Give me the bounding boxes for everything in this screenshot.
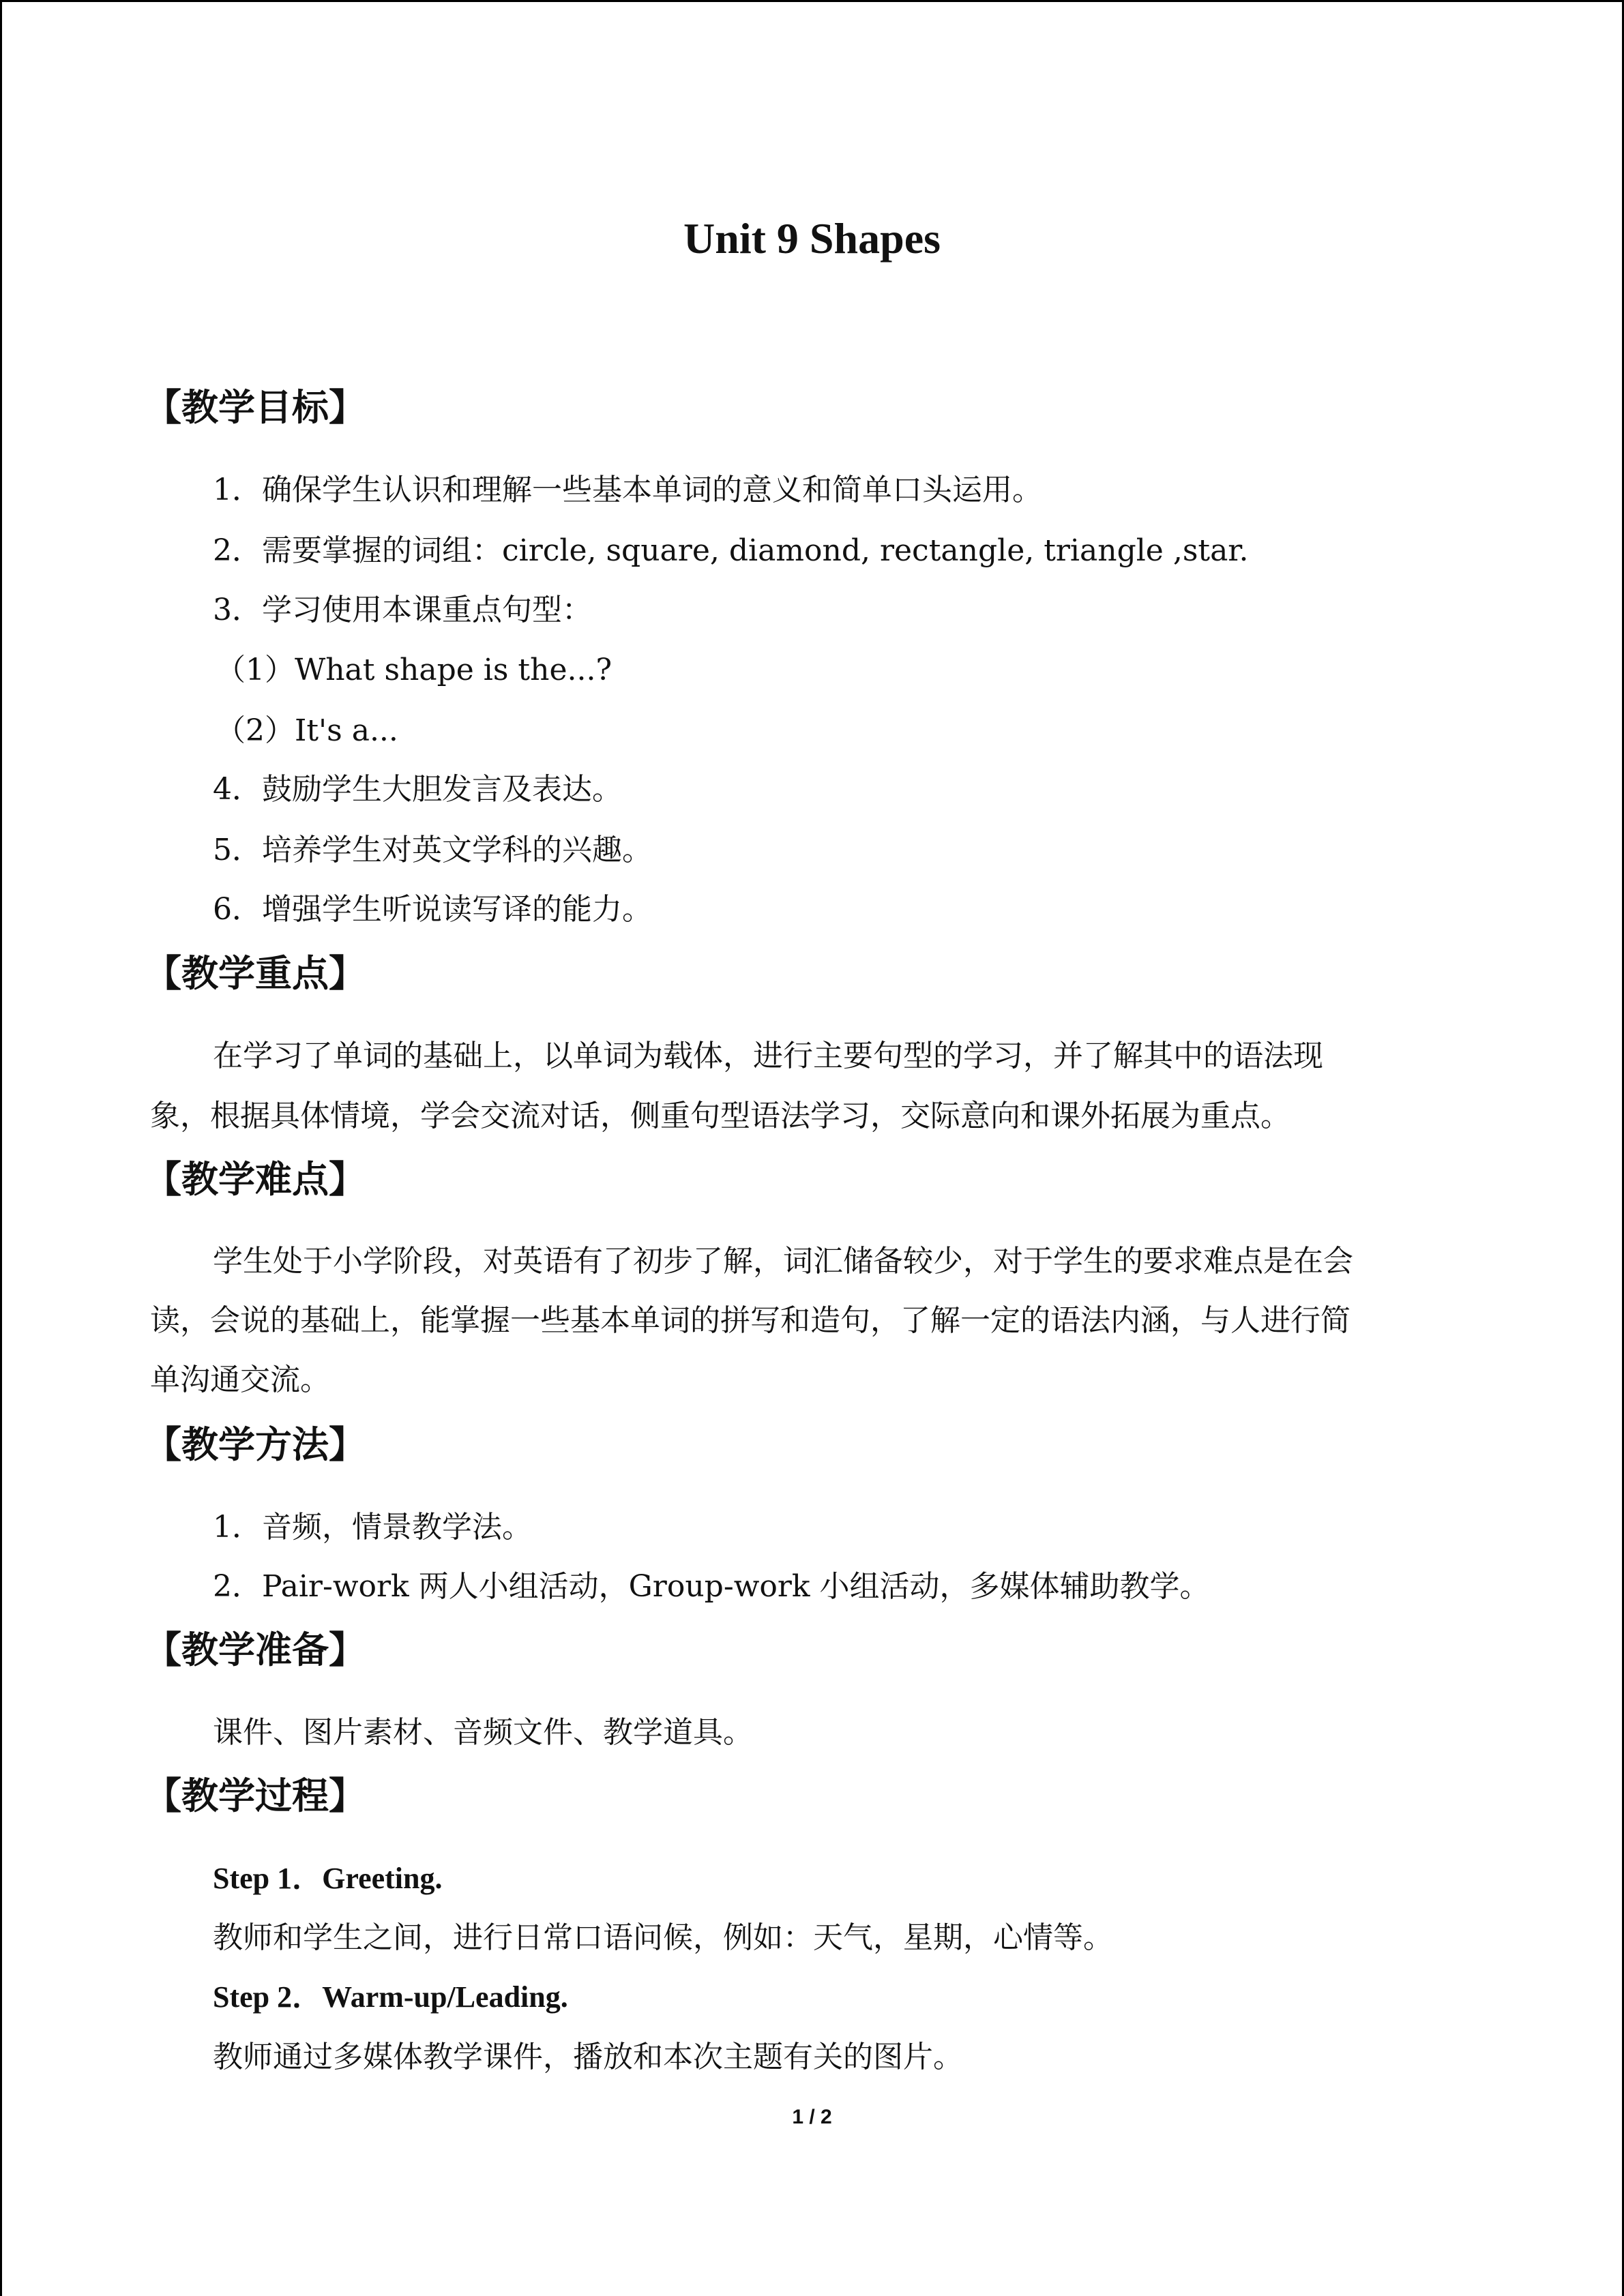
- page-indicator: 1 / 2: [792, 2106, 832, 2128]
- key-points-paragraph-line: 象，根据具体情境，学会交流对话，侧重句型语法学习，交际意向和课外拓展为重点。: [150, 1099, 1290, 1133]
- step-title: Step 1．Greeting.: [213, 1862, 443, 1895]
- step-title: Step 2．Warm-up/Leading.: [213, 1980, 568, 2014]
- sentence-pattern-item: （1）What shape is the...?: [216, 653, 612, 687]
- heading-methods: 【教学方法】: [145, 1422, 366, 1466]
- step-description: 教师和学生之间，进行日常口语问候，例如：天气，星期，心情等。: [213, 1920, 1113, 1955]
- document-title: Unit 9 Shapes: [683, 214, 941, 263]
- page-border-top: [0, 0, 1624, 2]
- page-border-left: [0, 0, 2, 2296]
- objective-item: 1．确保学生认识和理解一些基本单词的意义和简单口头运用。: [213, 473, 1042, 507]
- method-item: 1．音频，情景教学法。: [213, 1510, 532, 1545]
- objective-item: 2．需要掌握的词组：circle, square, diamond, rectangle, triangle ,star.: [213, 533, 1249, 568]
- objective-item: 3．学习使用本课重点句型：: [213, 593, 592, 627]
- heading-difficulties: 【教学难点】: [145, 1157, 366, 1201]
- difficulties-paragraph-line: 单沟通交流。: [150, 1362, 330, 1397]
- objective-item: 6．增强学生听说读写译的能力。: [213, 892, 652, 927]
- objective-item: 5．培养学生对英文学科的兴趣。: [213, 833, 652, 867]
- step-description: 教师通过多媒体教学课件，播放和本次主题有关的图片。: [213, 2040, 963, 2074]
- heading-preparation: 【教学准备】: [145, 1628, 366, 1671]
- difficulties-paragraph-line: 学生处于小学阶段，对英语有了初步了解，词汇储备较少，对于学生的要求难点是在会: [213, 1244, 1353, 1279]
- sentence-pattern-item: （2）It's a...: [216, 713, 398, 748]
- objective-item: 4．鼓励学生大胆发言及表达。: [213, 772, 622, 807]
- heading-process: 【教学过程】: [145, 1774, 366, 1817]
- method-item: 2．Pair-work 两人小组活动，Group-work 小组活动，多媒体辅助教学。: [213, 1569, 1210, 1604]
- preparation-text: 课件、图片素材、音频文件、教学道具。: [213, 1715, 753, 1750]
- difficulties-paragraph-line: 读，会说的基础上，能掌握一些基本单词的拼写和造句，了解一定的语法内涵，与人进行简: [150, 1303, 1350, 1338]
- key-points-paragraph-line: 在学习了单词的基础上，以单词为载体，进行主要句型的学习，并了解其中的语法现: [213, 1039, 1323, 1073]
- heading-key-points: 【教学重点】: [145, 951, 366, 995]
- heading-objectives: 【教学目标】: [145, 385, 366, 429]
